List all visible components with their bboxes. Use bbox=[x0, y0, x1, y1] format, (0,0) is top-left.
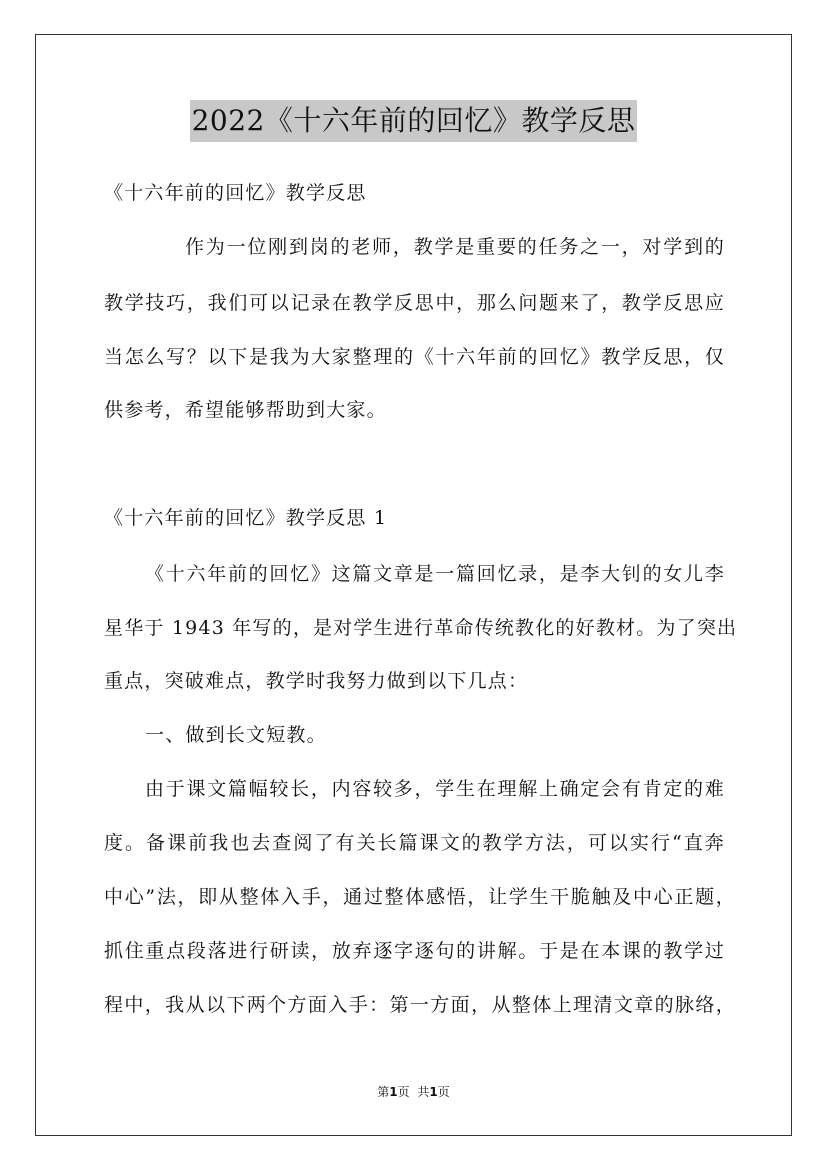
paragraph-line: 程中，我从以下两个方面入手：第一方面，从整体上理清文章的脉络， bbox=[104, 994, 736, 1016]
paragraph-line: 作为一位刚到岗的老师，教学是重要的任务之一，对学到的 bbox=[185, 236, 725, 258]
footer-total-number: 1 bbox=[429, 1085, 438, 1099]
section-heading: 《十六年前的回忆》教学反思 1 bbox=[104, 507, 388, 529]
paragraph-line: 当怎么写？以下是我为大家整理的《十六年前的回忆》教学反思，仅 bbox=[104, 346, 725, 368]
paragraph-line: 由于课文篇幅较长，内容较多，学生在理解上确定会有肯定的难 bbox=[145, 778, 725, 800]
paragraph-line: 度。备课前我也去查阅了有关长篇课文的教学方法，可以实行“直奔 bbox=[104, 832, 725, 854]
subtitle-line: 《十六年前的回忆》教学反思 bbox=[104, 182, 367, 204]
paragraph-line: 供参考，希望能够帮助到大家。 bbox=[104, 399, 387, 421]
paragraph-line: 星华于 1943 年写的，是对学生进行革命传统教化的好教材。为了突出 bbox=[104, 617, 738, 639]
footer-total-suffix: 页 bbox=[437, 1085, 450, 1099]
footer-page-prefix: 第 bbox=[377, 1085, 390, 1099]
footer-page-number: 1 bbox=[389, 1085, 398, 1099]
paragraph-line: 重点，突破难点，教学时我努力做到以下几点： bbox=[104, 670, 529, 692]
title-container bbox=[0, 100, 827, 142]
subheading-line: 一、做到长文短教。 bbox=[145, 724, 327, 746]
paragraph-line: 教学技巧，我们可以记录在教学反思中，那么问题来了，教学反思应 bbox=[104, 292, 725, 314]
paragraph-line: 《十六年前的回忆》这篇文章是一篇回忆录，是李大钊的女儿李 bbox=[145, 563, 725, 585]
footer-page-suffix: 页 bbox=[397, 1085, 410, 1099]
document-title: 2022《十六年前的回忆》教学反思 bbox=[190, 100, 638, 142]
paragraph-line: 抓住重点段落进行研读，放弃逐字逐句的讲解。于是在本课的教学过 bbox=[104, 940, 725, 962]
page-footer bbox=[0, 1084, 827, 1100]
paragraph-line: 中心”法，即从整体入手，通过整体感悟，让学生干脆触及中心正题， bbox=[104, 886, 736, 908]
footer-total-prefix: 共 bbox=[417, 1085, 430, 1099]
